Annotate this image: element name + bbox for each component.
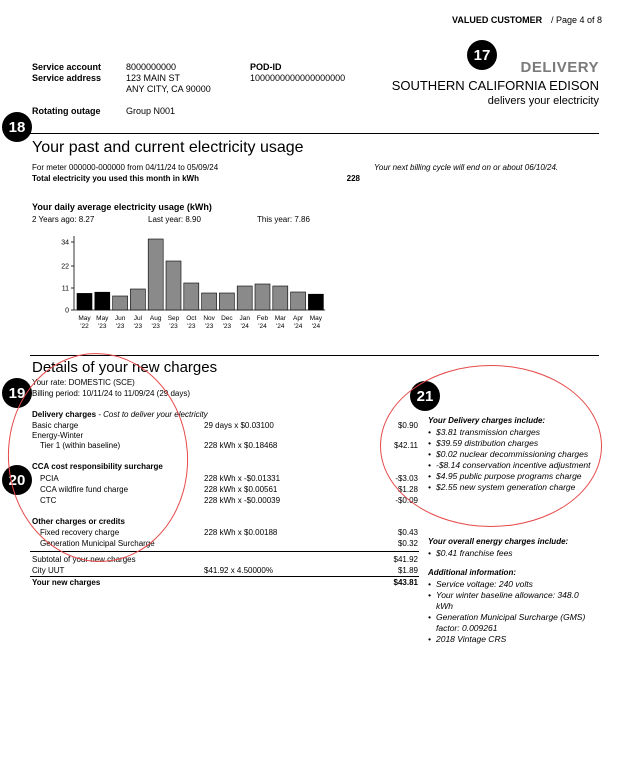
fixed-recovery-amount: $0.43 <box>397 528 418 537</box>
city-uut-calc: $41.92 x 4.50000% <box>204 566 273 575</box>
basic-charge-label: Basic charge <box>32 421 79 430</box>
callout-badge-21: 21 <box>410 381 440 411</box>
section-divider <box>30 133 599 134</box>
total-usage-label: Total electricity you used this month in kWh <box>32 174 199 183</box>
delivery-charge-item: • $39.59 distribution charges <box>428 438 592 449</box>
subtotal-label: Subtotal of your new charges <box>32 555 136 564</box>
y-tick-label: 0 <box>65 307 69 315</box>
page-number: / Page 4 of 8 <box>551 15 603 25</box>
wildfire-label: CCA wildfire fund charge <box>40 485 129 494</box>
additional-info-list <box>428 579 594 645</box>
x-tick-label-month: Feb <box>256 315 269 322</box>
gms-label: Generation Municipal Surcharge <box>40 539 155 548</box>
x-tick-label-month: Apr <box>293 315 304 322</box>
wildfire-calc: 228 kWh x $0.00561 <box>204 485 278 494</box>
usage-bar <box>130 289 145 310</box>
usage-bar <box>148 239 163 310</box>
x-tick-label-month: Aug <box>149 315 162 322</box>
usage-bar <box>273 286 288 310</box>
pcia-amount: -$3.03 <box>395 474 418 483</box>
additional-info-item: • Your winter baseline allowance: 348.0 kWh <box>428 590 594 612</box>
delivery-charge-item: • $2.55 new system generation charge <box>428 482 592 493</box>
x-tick-label-year: '23 <box>98 323 107 330</box>
usage-bar <box>291 292 306 310</box>
ctc-amount: -$0.09 <box>395 496 418 505</box>
x-tick-label-month: May <box>78 315 91 322</box>
ctc-label: CTC <box>40 496 57 505</box>
x-tick-label-month: Jun <box>114 315 126 322</box>
y-tick-label: 11 <box>61 285 69 293</box>
x-tick-label-year: '23 <box>169 323 178 330</box>
delivery-charge-item: • $3.81 transmission charges <box>428 427 592 438</box>
energy-includes-list <box>428 548 592 559</box>
last-year: Last year: 8.90 <box>148 215 201 224</box>
usage-bar <box>255 284 270 310</box>
x-tick-label-year: '23 <box>222 323 232 330</box>
highlight-circle-charges <box>1 347 195 568</box>
delivery-includes-heading: Your Delivery charges include: <box>428 416 546 425</box>
x-tick-label-year: '23 <box>204 323 214 330</box>
x-tick-label-month: Sep <box>167 315 180 322</box>
usage-bar <box>95 292 110 310</box>
cca-heading: CCA cost responsibility surcharge <box>32 462 163 471</box>
x-tick-label-year: '24 <box>311 323 321 330</box>
total-divider <box>30 576 419 577</box>
x-tick-label-year: '22 <box>80 323 89 330</box>
pod-label: POD-ID <box>250 62 282 72</box>
billing-period: Billing period: 10/11/24 to 11/09/24 (29 days) <box>32 389 191 398</box>
other-charges-heading: Other charges or credits <box>32 517 125 526</box>
this-year: This year: 7.86 <box>257 215 310 224</box>
usage-bar <box>166 261 181 310</box>
next-billing-cycle: Your next billing cycle will end on or about 06/10/24. <box>374 163 559 172</box>
usage-bar <box>219 293 234 310</box>
delivery-charge-item: • -$8.14 conservation incentive adjustment <box>428 460 592 471</box>
new-charges-label: Your new charges <box>32 578 101 587</box>
usage-bar <box>113 296 128 310</box>
delivery-charges-subtitle: - Cost to deliver your electricity <box>96 410 208 419</box>
address-line1: 123 MAIN ST <box>126 73 181 83</box>
x-tick-label-month: Nov <box>203 315 215 322</box>
new-charges-amount: $43.81 <box>393 578 418 587</box>
tier1-label: Tier 1 (within baseline) <box>40 441 121 450</box>
delivery-heading: DELIVERY <box>520 59 599 76</box>
energy-includes-heading: Your overall energy charges include: <box>428 537 569 546</box>
pcia-calc: 228 kWh x -$0.01331 <box>204 474 281 483</box>
usage-bar <box>202 293 217 310</box>
additional-info-item: • Service voltage: 240 volts <box>428 579 594 590</box>
x-tick-label-year: '23 <box>115 323 125 330</box>
basic-charge-calc: 29 days x $0.03100 <box>204 421 274 430</box>
two-years-ago: 2 Years ago: 8.27 <box>32 215 95 224</box>
city-uut-label: City UUT <box>32 566 65 575</box>
rotating-outage-value: Group N001 <box>126 106 176 116</box>
x-tick-label-month: May <box>96 315 109 322</box>
x-tick-label-year: '24 <box>293 323 303 330</box>
pcia-label: PCIA <box>40 474 59 483</box>
x-tick-label-year: '23 <box>133 323 143 330</box>
address-line2: ANY CITY, CA 90000 <box>126 84 211 94</box>
callout-badge-18: 18 <box>2 112 32 142</box>
basic-charge-amount: $0.90 <box>397 421 418 430</box>
y-tick-label: 22 <box>61 263 69 271</box>
x-tick-label-month: May <box>309 315 323 322</box>
usage-section-title: Your past and current electricity usage <box>32 139 304 156</box>
energy-charge-item: • $0.41 franchise fees <box>428 548 592 559</box>
customer-name: VALUED CUSTOMER <box>452 15 543 25</box>
company-tagline: delivers your electricity <box>487 95 599 107</box>
additional-info-item: • Generation Municipal Surcharge (GMS) factor: 0.009261 <box>428 612 594 634</box>
x-tick-label-month: Oct <box>186 315 197 322</box>
ctc-calc: 228 kWh x -$0.00039 <box>204 496 281 505</box>
charges-section-title: Details of your new charges <box>32 359 218 376</box>
daily-usage-title: Your daily average electricity usage (kWh) <box>32 202 212 212</box>
gms-amount: $0.32 <box>397 539 418 548</box>
tier1-amount: $42.11 <box>394 441 418 450</box>
energy-winter-label: Energy-Winter <box>32 431 84 440</box>
city-uut-amount: $1.89 <box>397 566 418 575</box>
tier1-calc: 228 kWh x $0.18468 <box>204 441 278 450</box>
usage-bar-chart <box>50 230 370 335</box>
service-address-label: Service address <box>32 73 102 83</box>
usage-bar <box>184 283 199 310</box>
delivery-charge-item: • $0.02 nuclear decommissioning charges <box>428 449 592 460</box>
pod-value: 1000000000000000000 <box>250 73 346 83</box>
delivery-charges-title: Delivery charges <box>32 410 97 419</box>
callout-badge-19: 19 <box>2 378 32 408</box>
rate-label: Your rate: DOMESTIC (SCE) <box>32 378 135 387</box>
x-tick-label-year: '24 <box>258 323 267 330</box>
meter-period: For meter 000000-000000 from 04/11/24 to 05/09/24 <box>32 163 219 172</box>
highlight-circle-delivery <box>380 365 602 527</box>
fixed-recovery-calc: 228 kWh x $0.00188 <box>204 528 278 537</box>
y-tick-label: 34 <box>61 239 69 247</box>
usage-bar <box>308 294 323 310</box>
x-tick-label-month: Mar <box>274 315 286 322</box>
x-tick-label-month: Jan <box>239 315 250 322</box>
service-account-value: 8000000000 <box>126 62 177 72</box>
delivery-charge-item: • $4.95 public purpose programs charge <box>428 471 592 482</box>
x-tick-label-year: '24 <box>240 323 249 330</box>
company-name: SOUTHERN CALIFORNIA EDISON <box>391 78 599 93</box>
x-tick-label-month: Jul <box>133 315 143 322</box>
rotating-outage-label: Rotating outage <box>32 106 101 116</box>
callout-badge-17: 17 <box>467 40 497 70</box>
subtotal-amount: $41.92 <box>393 555 418 564</box>
usage-bar <box>237 286 252 310</box>
fixed-recovery-label: Fixed recovery charge <box>40 528 120 537</box>
usage-bar <box>77 293 92 310</box>
x-tick-label-month: Dec <box>221 315 233 322</box>
x-tick-label-year: '23 <box>187 323 196 330</box>
additional-info-heading: Additional information: <box>428 568 516 577</box>
x-tick-label-year: '23 <box>151 323 160 330</box>
callout-badge-20: 20 <box>2 465 32 495</box>
total-usage-value: 228 <box>346 174 360 183</box>
additional-info-item: • 2018 Vintage CRS <box>428 634 594 645</box>
service-account-label: Service account <box>32 62 102 72</box>
x-tick-label-year: '24 <box>276 323 285 330</box>
wildfire-amount: $1.28 <box>397 485 418 494</box>
